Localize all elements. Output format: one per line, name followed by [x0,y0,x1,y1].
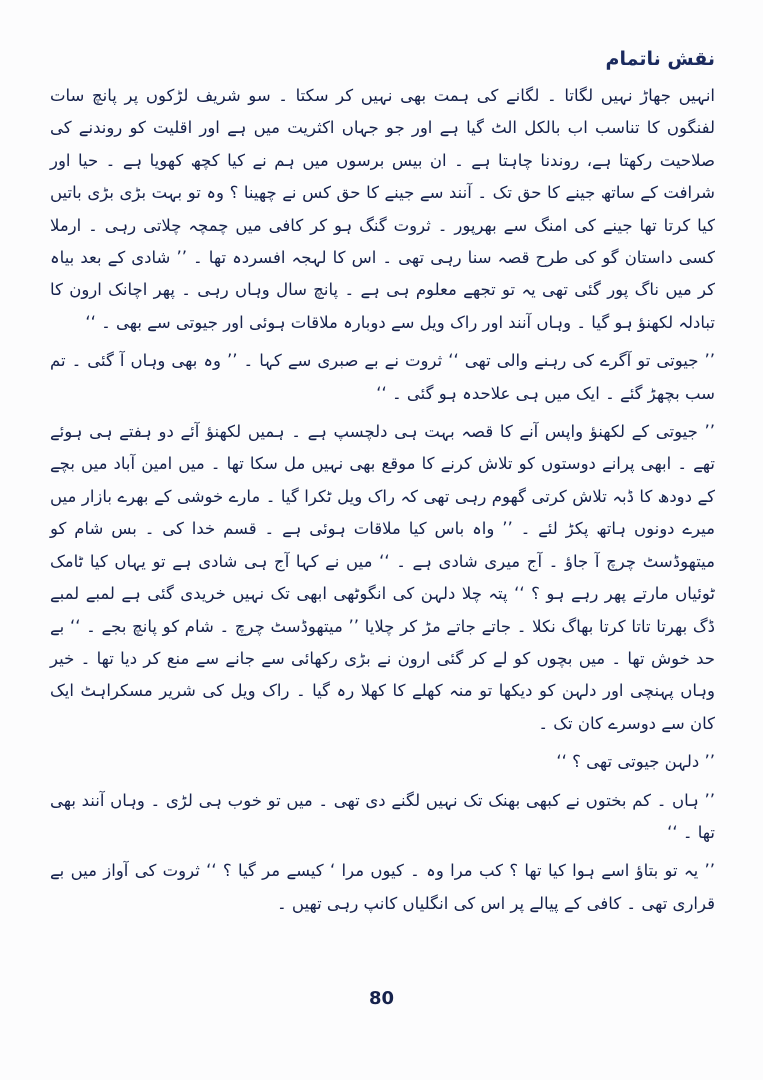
paragraph: ’’ ہاں ۔ کم بختوں نے کبھی بھنک تک نہیں لگنے دی تھی ۔ میں تو خوب ہی لڑی ۔ وہاں آنند بھی تھا ۔ ‘‘ [50,790,715,842]
paragraph: ’’ جیوتی تو آگرے کی رہنے والی تھی ‘‘ ثروت نے بے صبری سے کہا ۔ ’’ وہ بھی وہاں آ گئی ۔ تم سب بچھڑ گئے ۔ ایک میں ہی علاحدہ ہو گئی ۔ ‘‘ [50,351,715,403]
page-number: 80 [368,988,395,1009]
running-head: نقش ناتمام [605,48,715,70]
paragraph: ’’ یہ تو بتاؤ اسے ہوا کیا تھا ؟ کب مرا وہ ۔ کیوں مرا ‘ کیسے مر گیا ؟ ‘‘ ثروت کی آواز میں بے قراری تھی ۔ کافی کے پیالے پر اس کی انگلیاں کانپ رہی تھیں ۔ [50,861,715,913]
paragraph: ’’ دلہن جیوتی تھی ؟ ‘‘ [556,752,715,772]
paragraph: انہیں جھاڑ نہیں لگاتا ۔ لگانے کی ہمت بھی نہیں کر سکتا ۔ سو شریف لڑکوں پر پانچ سات لفنگوں کا تناسب اب بالکل الٹ گیا ہے اور جو جہاں اکثریت میں ہے اور اقلیت کو روندنے کی صلاحیت رکھتا ہے، روندنا چاہتا ہے ۔ ان بیس برسوں میں ہم نے کیا کچھ کھویا ہے ۔ حیا اور شرافت کے ساتھ جینے کا حق تک ۔ آنند سے جینے کا حق کس نے چھینا ؟ وہ تو بہت بڑی بڑی باتیں کیا کرتا تھا جینے کی امنگ سے بھرپور ۔ ثروت گنگ ہو کر کافی میں چمچہ چلاتی رہی ۔ ارملا کسی داستان گو کی طرح قصہ سنا رہی تھی ۔ اس کا لہجہ افسردہ تھا ۔ ’’ شادی کے بعد بیاہ کر میں ناگ پور گئی تھی یہ تو تجھے معلوم ہی ہے ۔ پانچ سال وہاں رہی ۔ پھر اچانک ارون کا تبادلہ لکھنؤ ہو گیا ۔ وہاں آنند اور راک ویل سے دوبارہ ملاقات ہوئی اور جیوتی سے بھی ۔ ‘‘ [50,86,715,332]
paragraph: ’’ جیوتی کے لکھنؤ واپس آنے کا قصہ بہت ہی دلچسپ ہے ۔ ہمیں لکھنؤ آئے دو ہفتے ہی ہوئے تھے ۔ ابھی پرانے دوستوں کو تلاش کرنے کا موقع بھی نہیں مل سکا تھا ۔ میں امین آباد میں بچے کے دودھ کا ڈبہ تلاش کرتی گھوم رہی تھی کہ راک ویل ٹکرا گیا ۔ مارے خوشی کے بھرے بازار میں میرے دونوں ہاتھ پکڑ لئے ۔ ’’ واہ باس کیا ملاقات ہوئی ہے ۔ قسم خدا کی ۔ بس شام کو میتھوڈسٹ چرچ آ جاؤ ۔ آج میری شادی ہے ۔ ‘‘ میں نے کہا آج ہی شادی ہے تو یہاں کیا ٹامک ٹوئیاں مارتے پھر رہے ہو ؟ ‘‘ پتہ چلا دلہن کی انگوٹھی ابھی تک نہیں خریدی گئی ہے لمبے لمبے ڈگ بھرتا تاتا کرتا بھاگ نکلا ۔ جاتے جاتے مڑ کر چلایا ’’ میتھوڈسٹ چرچ ۔ شام کو پانچ بجے ۔ ‘‘ بے حد خوش تھا ۔ میں بچوں کو لے کر گئی ارون نے بڑی رکھائی سے جانے سے منع کر دیا تھا ۔ خیر وہاں پہنچی اور دلہن کو دیکھا تو منہ کھلے کا کھلا رہ گیا ۔ راک ویل کی شریر مسکراہٹ ایک کان سے دوسرے کان تک ۔ [50,422,715,733]
body-text [50,80,715,926]
